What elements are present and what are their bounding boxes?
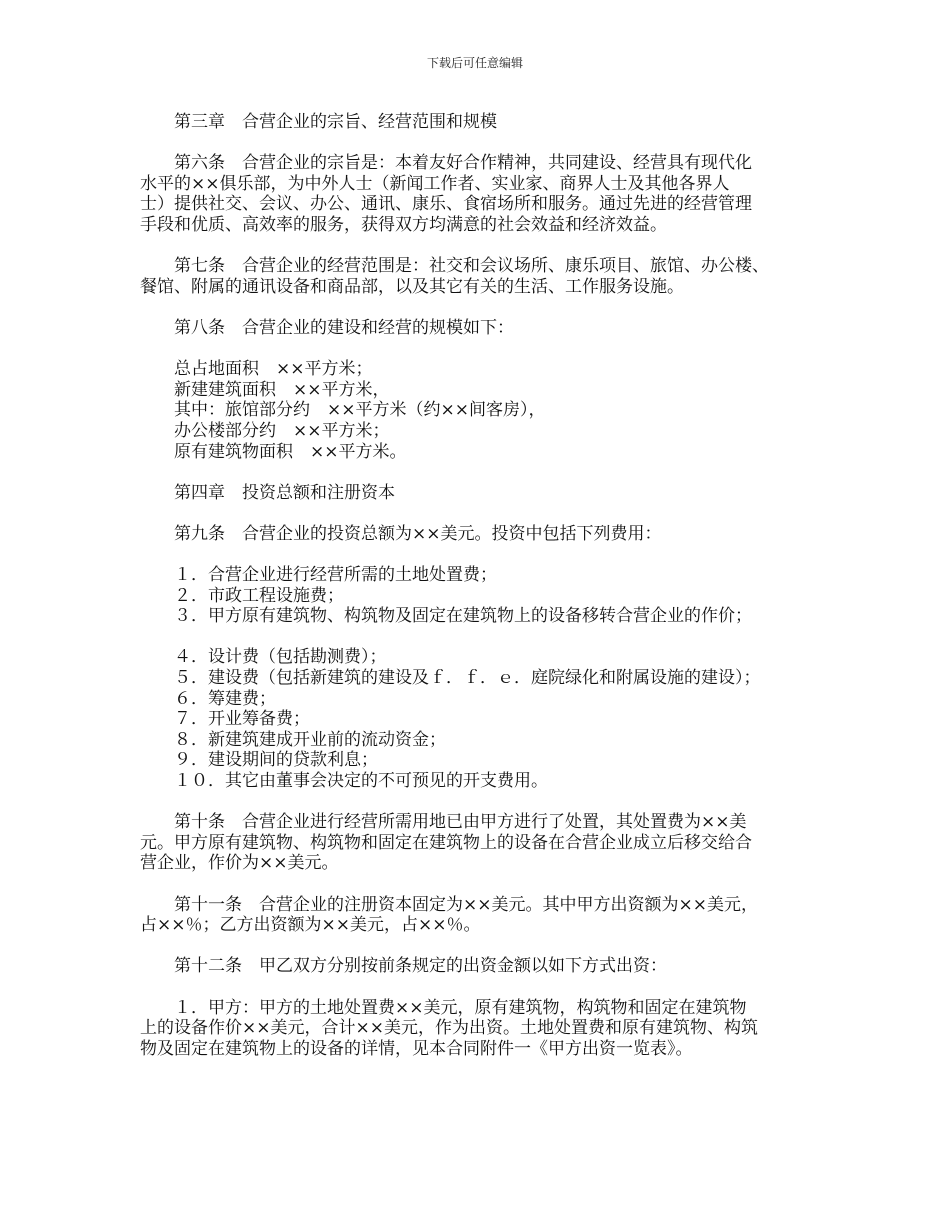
text-line: 第八条 合营企业的建设和经营的规模如下： <box>140 317 514 338</box>
text-line: 第六条 合营企业的宗旨是：本着友好合作精神，共同建设、经营具有现代化 <box>140 153 752 174</box>
text-line: 营企业，作价为××美元。 <box>140 853 339 874</box>
text-line: 原有建筑物面积 ××平方米。 <box>140 441 407 462</box>
blank-line <box>140 236 830 257</box>
text-line: 第九条 合营企业的投资总额为××美元。投资中包括下列费用： <box>140 523 662 544</box>
text-line: 占××％；乙方出资额为××美元，占××％。 <box>140 915 481 936</box>
text-line: １．甲方：甲方的土地处置费××美元，原有建筑物，构筑物和固定在建筑物 <box>140 997 747 1018</box>
text-line: 第十一条 合营企业的注册资本固定为××美元。其中甲方出资额为××美元， <box>140 894 758 915</box>
document-body <box>140 112 830 1059</box>
text-line: ６．筹建费； <box>140 688 276 709</box>
text-line: 第四章 投资总额和注册资本 <box>140 482 395 503</box>
blank-line <box>140 503 830 524</box>
text-line: ９．建设期间的贷款利息； <box>140 750 378 771</box>
text-line: 总占地面积 ××平方米； <box>140 359 373 380</box>
text-line: 第七条 合营企业的经营范围是：社交和会议场所、康乐项目、旅馆、办公楼、 <box>140 256 769 277</box>
blank-line <box>140 133 830 154</box>
blank-line <box>140 544 830 565</box>
blank-line <box>140 339 830 360</box>
page-header: 下载后可任意编辑 <box>426 56 523 70</box>
text-line: ７．开业筹备费； <box>140 709 310 730</box>
text-line: ２．市政工程设施费； <box>140 585 344 606</box>
blank-line <box>140 462 830 483</box>
blank-line <box>140 874 830 895</box>
text-line: 手段和优质、高效率的服务，获得双方均满意的社会效益和经济效益。 <box>140 214 667 235</box>
blank-line <box>140 792 830 813</box>
text-line: ８．新建筑建成开业前的流动资金； <box>140 729 446 750</box>
text-line: 水平的××俱乐部，为中外人士（新闻工作者、实业家、商界人士及其他各界人 <box>140 173 730 194</box>
text-line: 其中：旅馆部分约 ××平方米（约××间客房）， <box>140 400 546 421</box>
text-line: 第十条 合营企业进行经营所需用地已由甲方进行了处置，其处置费为××美 <box>140 812 747 833</box>
blank-line <box>140 936 830 957</box>
text-line: 餐馆、附属的通讯设备和商品部，以及其它有关的生活、工作服务设施。 <box>140 276 684 297</box>
text-line: 第十二条 甲乙双方分别按前条规定的出资金额以如下方式出资： <box>140 956 667 977</box>
text-line: 新建建筑面积 ××平方米， <box>140 379 390 400</box>
text-line: 元。甲方原有建筑物、构筑物和固定在建筑物上的设备在合营企业成立后移交给合 <box>140 832 752 853</box>
text-line: 办公楼部分约 ××平方米； <box>140 420 390 441</box>
text-line: 上的设备作价××美元，合计××美元，作为出资。土地处置费和原有建筑物、构筑 <box>140 1018 758 1039</box>
text-line: １．合营企业进行经营所需的土地处置费； <box>140 565 497 586</box>
text-line: 第三章 合营企业的宗旨、经营范围和规模 <box>140 112 497 132</box>
blank-line <box>140 627 830 648</box>
text-line: ５．建设费（包括新建筑的建设及ｆ．ｆ．ｅ．庭院绿化和附属设施的建设）； <box>140 668 761 689</box>
text-line: １０．其它由董事会决定的不可预见的开支费用。 <box>140 771 548 791</box>
text-line: 士）提供社交、会议、办公、通讯、康乐、食宿场所和服务。通过先进的经营管理 <box>140 194 752 215</box>
text-line: 物及固定在建筑物上的设备的详情，见本合同附件一《甲方出资一览表》。 <box>140 1038 693 1059</box>
blank-line <box>140 297 830 318</box>
text-line: ３．甲方原有建筑物、构筑物及固定在建筑物上的设备移转合营企业的作价； <box>140 606 752 627</box>
text-line: ４．设计费（包括勘测费）； <box>140 647 387 668</box>
blank-line <box>140 977 830 998</box>
